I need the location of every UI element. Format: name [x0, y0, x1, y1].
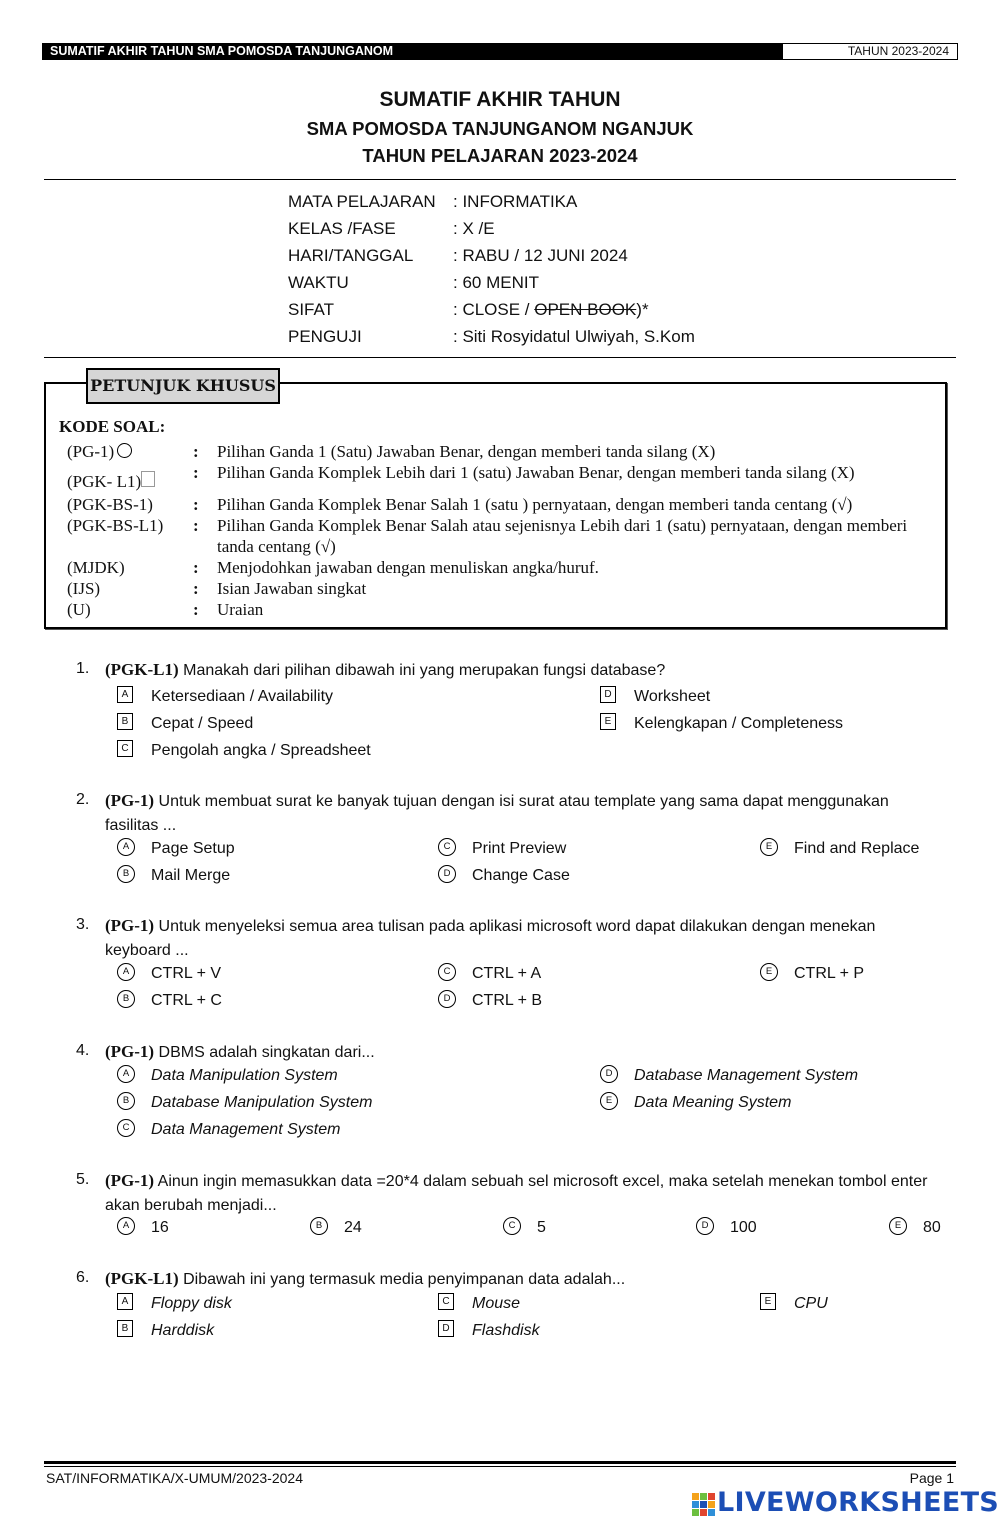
divider [44, 357, 956, 358]
code-name: (PG-1) [67, 442, 115, 461]
code-name-group [67, 441, 132, 462]
code-name: (MJDK) [67, 558, 125, 577]
option-letter[interactable]: E [600, 713, 616, 730]
info-value: : CLOSE / [453, 300, 535, 319]
code-label: KODE SOAL: [59, 417, 166, 436]
code-description: Uraian [217, 600, 264, 619]
footer-divider [44, 1466, 956, 1467]
instructions-title: PETUNJUK KHUSUS [86, 368, 280, 404]
info-value: : Siti Rosyidatul Ulwiyah, S.Kom [453, 327, 695, 346]
option-letter[interactable]: D [600, 686, 616, 703]
question-text [105, 1267, 935, 1292]
info-key: PENGUJI [288, 327, 362, 346]
option-label: CTRL + C [151, 992, 222, 1009]
question-text [105, 789, 935, 838]
option-label: Page Setup [151, 840, 235, 857]
code-colon: : [193, 495, 199, 514]
option-letter[interactable]: E [889, 1217, 907, 1235]
info-key: WAKTU [288, 273, 349, 292]
divider [44, 179, 956, 180]
code-name: (IJS) [67, 579, 101, 598]
option-label: Print Preview [472, 840, 567, 857]
option-label: Mail Merge [151, 867, 231, 884]
square-icon [141, 471, 155, 487]
question-body: Ainun ingin memasukkan data =20*4 dalam sebuah sel microsoft excel, maka setelah menekan tombol enter akan berubah menjadi... [105, 1173, 928, 1214]
footer-divider [44, 1461, 956, 1464]
question-code: (PGK-L1) [105, 660, 179, 679]
option-label: Worksheet [634, 688, 711, 705]
question-body: Manakah dari pilihan dibawah ini yang merupakan fungsi database? [183, 662, 666, 679]
option-label: CTRL + P [794, 965, 865, 982]
info-value: : 60 MENIT [453, 273, 539, 292]
option-label: Find and Replace [794, 840, 920, 857]
code-description: Isian Jawaban singkat [217, 579, 367, 598]
question-text [105, 914, 935, 963]
option-letter[interactable]: C [438, 963, 456, 981]
code-description: Pilihan Ganda Komplek Benar Salah atau sejenisnya Lebih dari 1 (satu) pernyataan, dengan memberi tanda centang (√) [217, 516, 908, 556]
code-colon: : [193, 463, 199, 482]
option-letter[interactable]: C [117, 740, 133, 757]
circle-icon [117, 443, 132, 458]
option-letter[interactable]: B [117, 1092, 135, 1110]
code-colon: : [193, 600, 199, 619]
liveworksheets-icon [692, 1493, 716, 1517]
code-name: (PGK-BS-1) [67, 495, 153, 514]
option-letter[interactable]: B [310, 1217, 328, 1235]
option-label: CPU [794, 1295, 828, 1312]
option-letter[interactable]: C [438, 838, 456, 856]
option-label: Cepat / Speed [151, 715, 254, 732]
code-description: Pilihan Ganda 1 (Satu) Jawaban Benar, dengan memberi tanda silang (X) [217, 442, 716, 461]
option-label: Mouse [472, 1295, 521, 1312]
option-label: Database Management System [634, 1067, 859, 1084]
question-code: (PG-1) [105, 1042, 155, 1061]
header-school-title: SUMATIF AKHIR TAHUN SMA POMOSDA TANJUNGANOM [42, 43, 782, 60]
question-code: (PG-1) [105, 1171, 155, 1190]
question-body: Untuk membuat surat ke banyak tujuan dengan isi surat atau template yang sama dapat menggunakan fasilitas ... [105, 793, 889, 834]
code-name: (PGK-BS-L1) [67, 516, 164, 535]
question-text [105, 1040, 935, 1065]
info-key: SIFAT [288, 300, 334, 319]
footer-document-code: SAT/INFORMATIKA/X-UMUM/2023-2024 [46, 1470, 303, 1486]
option-label: Harddisk [151, 1322, 215, 1339]
question-number: 4. [76, 1042, 90, 1059]
question-body: DBMS adalah singkatan dari... [158, 1044, 375, 1061]
code-colon: : [193, 516, 199, 535]
option-label: Data Manipulation System [151, 1067, 338, 1084]
info-value-strikethrough: OPEN BOOK [534, 300, 637, 319]
option-letter[interactable]: B [117, 1320, 133, 1337]
option-label: Flashdisk [472, 1322, 540, 1339]
code-name-group [67, 471, 155, 492]
option-label: Kelengkapan / Completeness [634, 715, 844, 732]
option-label: 16 [151, 1219, 169, 1236]
info-value-suffix: )* [636, 300, 649, 319]
option-letter[interactable]: D [438, 990, 456, 1008]
option-letter[interactable]: A [117, 1217, 135, 1235]
info-value: : RABU / 12 JUNI 2024 [453, 246, 628, 265]
option-label: Change Case [472, 867, 570, 884]
option-label: Ketersediaan / Availability [151, 688, 334, 705]
info-key: HARI/TANGGAL [288, 246, 414, 265]
question-text [105, 658, 935, 683]
option-letter[interactable]: E [760, 1293, 776, 1310]
option-letter[interactable]: D [696, 1217, 714, 1235]
option-label: Pengolah angka / Spreadsheet [151, 742, 371, 759]
code-colon: : [193, 442, 199, 461]
option-label: CTRL + V [151, 965, 222, 982]
question-code: (PGK-L1) [105, 1269, 179, 1288]
liveworksheets-wordmark: LIVEWORKSHEETS [717, 1487, 1000, 1518]
option-letter[interactable]: C [117, 1119, 135, 1137]
code-description: Pilihan Ganda Komplek Benar Salah 1 (satu ) pernyataan, dengan memberi tanda centang (√) [217, 495, 853, 514]
info-key: MATA PELAJARAN [288, 192, 436, 211]
option-label: CTRL + A [472, 965, 542, 982]
option-letter[interactable]: B [117, 990, 135, 1008]
option-label: CTRL + B [472, 992, 543, 1009]
info-value: : INFORMATIKA [453, 192, 578, 211]
question-number: 3. [76, 916, 90, 933]
info-value: : X /E [453, 219, 495, 238]
question-number: 5. [76, 1171, 90, 1188]
info-key: KELAS /FASE [288, 219, 396, 238]
option-letter[interactable]: A [117, 963, 135, 981]
header-year: TAHUN 2023-2024 [782, 43, 958, 60]
option-label: 24 [344, 1219, 362, 1236]
option-label: 5 [537, 1219, 546, 1236]
question-number: 2. [76, 791, 90, 808]
option-label: Database Manipulation System [151, 1094, 373, 1111]
option-letter[interactable]: A [117, 1065, 135, 1083]
option-letter[interactable]: A [117, 686, 133, 703]
option-label: 80 [923, 1219, 941, 1236]
code-colon: : [193, 579, 199, 598]
school-name: SMA POMOSDA TANJUNGANOM NGANJUK [306, 118, 694, 139]
footer-page-number: Page 1 [909, 1470, 954, 1486]
question-body: Dibawah ini yang termasuk media penyimpanan data adalah... [183, 1271, 626, 1288]
option-letter[interactable]: D [438, 1320, 454, 1337]
question-code: (PG-1) [105, 791, 155, 810]
page-title: SUMATIF AKHIR TAHUN [379, 88, 621, 111]
code-description: Pilihan Ganda Komplek Lebih dari 1 (satu) Jawaban Benar, dengan memberi tanda silang (X) [217, 463, 855, 482]
code-name: (U) [67, 600, 91, 619]
option-letter[interactable]: E [600, 1092, 618, 1110]
option-letter[interactable]: D [600, 1065, 618, 1083]
code-description: Menjodohkan jawaban dengan menuliskan angka/huruf. [217, 558, 599, 577]
code-name: (PGK- L1) [67, 472, 142, 491]
option-letter[interactable]: B [117, 713, 133, 730]
option-letter[interactable]: C [503, 1217, 521, 1235]
option-letter[interactable]: E [760, 838, 778, 856]
option-letter[interactable]: D [438, 865, 456, 883]
question-number: 1. [76, 660, 90, 677]
option-label: Data Meaning System [634, 1094, 792, 1111]
option-letter[interactable]: B [117, 865, 135, 883]
academic-year: TAHUN PELAJARAN 2023-2024 [362, 145, 638, 166]
info-value-group [453, 300, 649, 320]
option-label: Data Management System [151, 1121, 341, 1138]
option-letter[interactable]: A [117, 1293, 133, 1310]
question-body: Untuk menyeleksi semua area tulisan pada aplikasi microsoft word dapat dilakukan dengan menekan keyboard ... [105, 918, 876, 959]
option-label: Floppy disk [151, 1295, 232, 1312]
option-label: 100 [730, 1219, 757, 1236]
option-letter[interactable]: E [760, 963, 778, 981]
code-colon: : [193, 558, 199, 577]
question-number: 6. [76, 1269, 90, 1286]
option-letter[interactable]: A [117, 838, 135, 856]
question-text [105, 1169, 935, 1218]
option-letter[interactable]: C [438, 1293, 454, 1310]
question-code: (PG-1) [105, 916, 155, 935]
